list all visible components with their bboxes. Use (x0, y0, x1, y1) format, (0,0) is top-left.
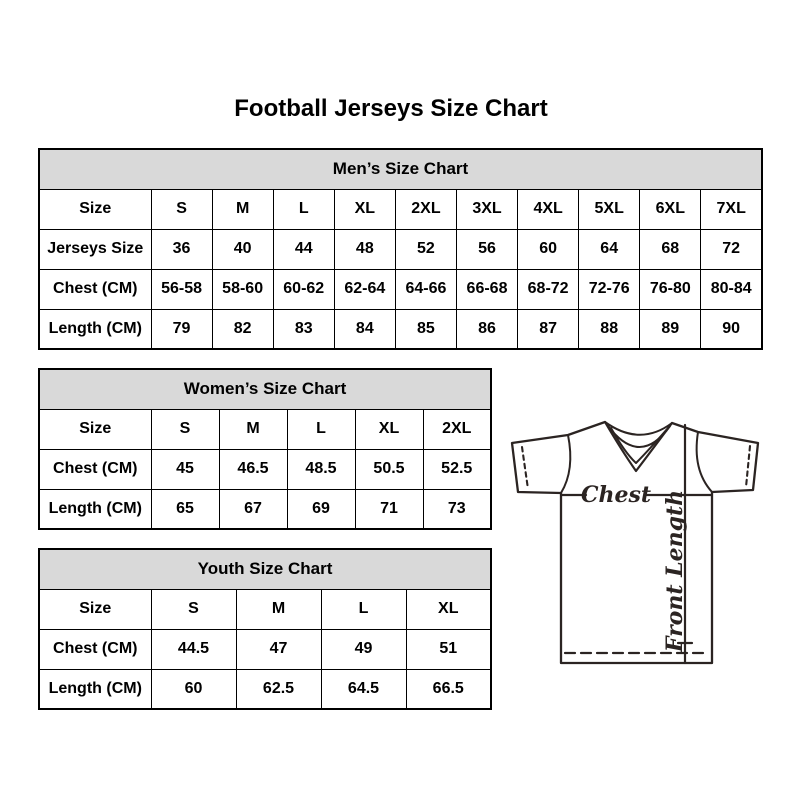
value-cell: 69 (287, 489, 355, 529)
row-label-cell: Length (CM) (39, 669, 151, 709)
table-row (39, 269, 762, 309)
value-cell: 44 (273, 229, 334, 269)
value-cell: 6XL (640, 189, 701, 229)
table-header-row (39, 369, 491, 409)
value-cell: 82 (212, 309, 273, 349)
row-label-cell: Chest (CM) (39, 449, 151, 489)
row-label-cell: Length (CM) (39, 309, 151, 349)
value-cell: 88 (579, 309, 640, 349)
value-cell: 64 (579, 229, 640, 269)
value-cell: 60-62 (273, 269, 334, 309)
jersey-outline (512, 422, 758, 663)
value-cell: S (151, 189, 212, 229)
value-cell: XL (355, 409, 423, 449)
value-cell: L (273, 189, 334, 229)
value-cell: 84 (334, 309, 395, 349)
table-header-row (39, 149, 762, 189)
womens-size-chart-table (38, 368, 492, 530)
row-label-cell: Size (39, 409, 151, 449)
value-cell: 56 (456, 229, 517, 269)
value-cell: 3XL (456, 189, 517, 229)
value-cell: 60 (518, 229, 579, 269)
value-cell: 80-84 (701, 269, 762, 309)
jersey-seam-right (697, 432, 712, 492)
page-title: Football Jerseys Size Chart (234, 95, 548, 122)
row-label-cell: Chest (CM) (39, 629, 151, 669)
value-cell: 62-64 (334, 269, 395, 309)
value-cell: 66-68 (456, 269, 517, 309)
value-cell: 51 (406, 629, 491, 669)
table-row (39, 409, 491, 449)
value-cell: L (321, 589, 406, 629)
value-cell: L (287, 409, 355, 449)
table-row (39, 669, 491, 709)
chest-label: Chest (580, 482, 652, 508)
value-cell: 90 (701, 309, 762, 349)
table-row (39, 449, 491, 489)
value-cell: 83 (273, 309, 334, 349)
value-cell: 72 (701, 229, 762, 269)
table-row (39, 489, 491, 529)
youth-size-chart-table (38, 548, 492, 710)
value-cell: 73 (423, 489, 491, 529)
value-cell: 52.5 (423, 449, 491, 489)
value-cell: 72-76 (579, 269, 640, 309)
value-cell: 49 (321, 629, 406, 669)
value-cell: 2XL (395, 189, 456, 229)
row-label-cell: Length (CM) (39, 489, 151, 529)
value-cell: 87 (518, 309, 579, 349)
value-cell: 62.5 (236, 669, 321, 709)
row-label-cell: Chest (CM) (39, 269, 151, 309)
jersey-cuff-dash-left (522, 447, 528, 489)
value-cell: 40 (212, 229, 273, 269)
value-cell: 71 (355, 489, 423, 529)
value-cell: 48 (334, 229, 395, 269)
value-cell: XL (334, 189, 395, 229)
value-cell: 65 (151, 489, 219, 529)
value-cell: 46.5 (219, 449, 287, 489)
row-label-cell: Jerseys Size (39, 229, 151, 269)
value-cell: M (219, 409, 287, 449)
jersey-diagram-svg (495, 395, 785, 685)
jersey-measurement-diagram (495, 395, 785, 685)
value-cell: 68-72 (518, 269, 579, 309)
jersey-cuff-dash-right (746, 446, 750, 487)
value-cell: 67 (219, 489, 287, 529)
value-cell: 64.5 (321, 669, 406, 709)
value-cell: 47 (236, 629, 321, 669)
value-cell: 60 (151, 669, 236, 709)
value-cell: 4XL (518, 189, 579, 229)
value-cell: XL (406, 589, 491, 629)
value-cell: M (212, 189, 273, 229)
table-title-cell: Youth Size Chart (39, 549, 491, 589)
table-row (39, 629, 491, 669)
value-cell: S (151, 409, 219, 449)
value-cell: 2XL (423, 409, 491, 449)
value-cell: M (236, 589, 321, 629)
table-header-row (39, 549, 491, 589)
row-label-cell: Size (39, 189, 151, 229)
value-cell: 48.5 (287, 449, 355, 489)
value-cell: 89 (640, 309, 701, 349)
value-cell: 5XL (579, 189, 640, 229)
value-cell: 58-60 (212, 269, 273, 309)
table-title-cell: Women’s Size Chart (39, 369, 491, 409)
table-row (39, 309, 762, 349)
value-cell: 56-58 (151, 269, 212, 309)
value-cell: 86 (456, 309, 517, 349)
row-label-cell: Size (39, 589, 151, 629)
value-cell: 79 (151, 309, 212, 349)
table-row (39, 189, 762, 229)
value-cell: 7XL (701, 189, 762, 229)
jersey-seam-left (561, 435, 570, 493)
value-cell: 52 (395, 229, 456, 269)
value-cell: 76-80 (640, 269, 701, 309)
value-cell: 50.5 (355, 449, 423, 489)
mens-size-chart-table (38, 148, 763, 350)
table-title-cell: Men’s Size Chart (39, 149, 762, 189)
value-cell: S (151, 589, 236, 629)
value-cell: 44.5 (151, 629, 236, 669)
value-cell: 36 (151, 229, 212, 269)
table-row (39, 589, 491, 629)
value-cell: 85 (395, 309, 456, 349)
value-cell: 45 (151, 449, 219, 489)
front-length-label: Front Length (662, 489, 688, 653)
value-cell: 68 (640, 229, 701, 269)
value-cell: 64-66 (395, 269, 456, 309)
table-row (39, 229, 762, 269)
value-cell: 66.5 (406, 669, 491, 709)
